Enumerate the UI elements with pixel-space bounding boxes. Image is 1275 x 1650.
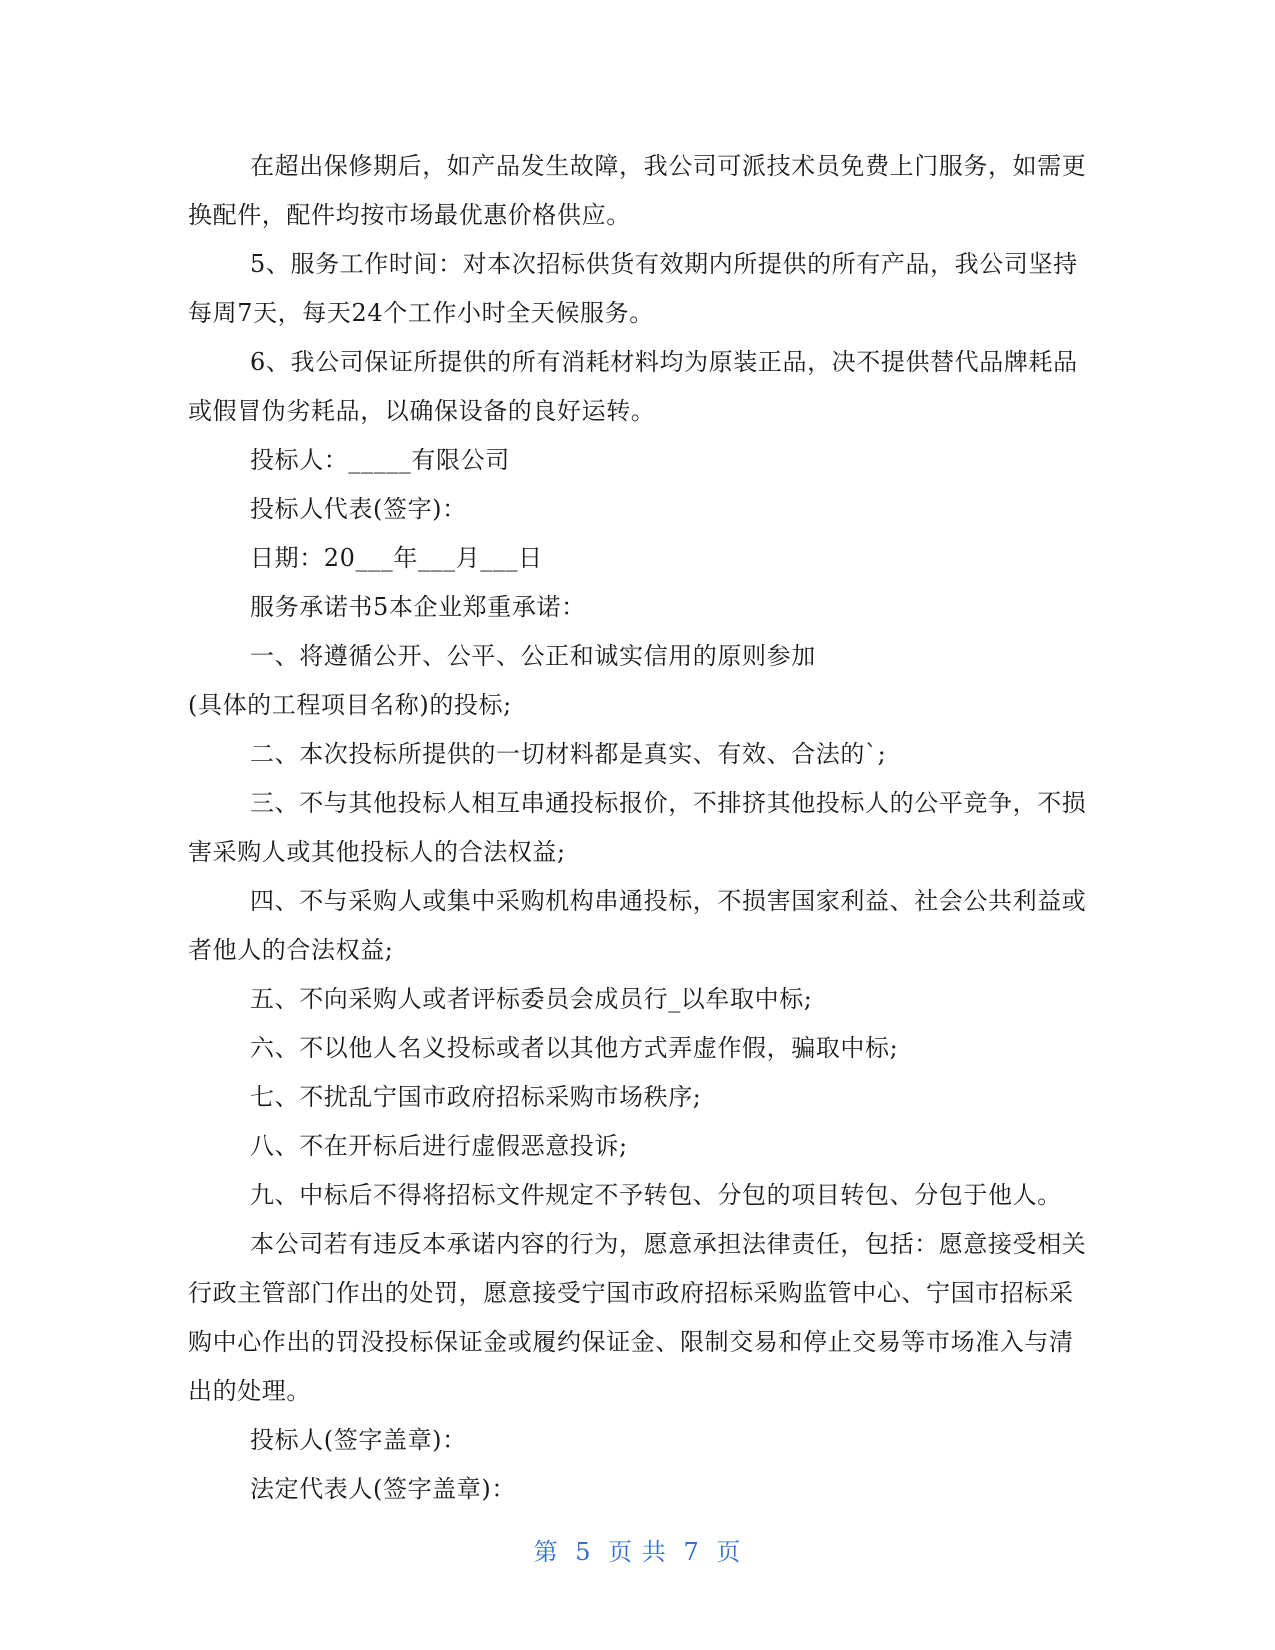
commitment-item-3: 三、不与其他投标人相互串通投标报价，不排挤其他投标人的公平竞争，不损害采购人或其他投标人的合法权益; [188,789,1087,866]
footer-total-pages: 7 [683,1538,700,1566]
bidder-representative-signature-line: 投标人代表(签字)： [250,495,467,523]
commitment-item-6: 六、不以他人名义投标或者以其他方式弄虚作假，骗取中标; [250,1034,899,1062]
commitment-item-5: 五、不向采购人或者评标委员会成员行_以牟取中标; [250,985,813,1013]
document-body [188,142,1088,1514]
date-line: 日期：20___年___月___日 [250,544,543,572]
paragraph-genuine-consumables: 6、我公司保证所提供的所有消耗材料均为原装正品，决不提供替代品牌耗品或假冒伪劣耗品，以确保设备的良好运转。 [188,348,1078,425]
liability-statement: 本公司若有违反本承诺内容的行为，愿意承担法律责任，包括：愿意接受相关行政主管部门作出的处罚，愿意接受宁国市政府招标采购监管中心、宁国市招标采购中心作出的罚没投标保证金或履约保证金、限制交易和停止交易等市场准入与清出的处理。 [188,1230,1087,1405]
commitment-heading: 服务承诺书5本企业郑重承诺： [250,593,586,621]
footer-middle: 页 共 [608,1538,667,1566]
commitment-item-9: 九、中标后不得将招标文件规定不予转包、分包的项目转包、分包于他人。 [250,1181,1062,1209]
commitment-item-2: 二、本次投标所提供的一切材料都是真实、有效、合法的`; [250,740,887,768]
commitment-item-1: 一、将遵循公开、公平、公正和诚实信用的原则参加 [250,642,816,670]
commitment-item-8: 八、不在开标后进行虚假恶意投诉; [250,1132,628,1160]
paragraph-service-hours: 5、服务工作时间：对本次招标供货有效期内所提供的所有产品，我公司坚持每周7天，每天24个工作小时全天候服务。 [188,250,1078,327]
bidder-name-line: 投标人：_____有限公司 [250,446,510,474]
bidder-seal-signature-line: 投标人(签字盖章)： [250,1426,467,1454]
commitment-item-4: 四、不与采购人或集中采购机构串通投标，不损害国家利益、社会公共利益或者他人的合法权益; [188,887,1087,964]
page-number-footer [0,1532,1275,1567]
footer-prefix: 第 [533,1538,559,1566]
legal-representative-signature-line: 法定代表人(签字盖章)： [250,1475,516,1503]
commitment-item-7: 七、不扰乱宁国市政府招标采购市场秩序; [250,1083,702,1111]
footer-current-page: 5 [575,1538,592,1566]
project-name-line: (具体的工程项目名称)的投标; [188,691,512,719]
footer-suffix: 页 [716,1538,742,1566]
paragraph-warranty-after-expiry: 在超出保修期后，如产品发生故障，我公司可派技术员免费上门服务，如需更换配件，配件均按市场最优惠价格供应。 [188,152,1087,229]
